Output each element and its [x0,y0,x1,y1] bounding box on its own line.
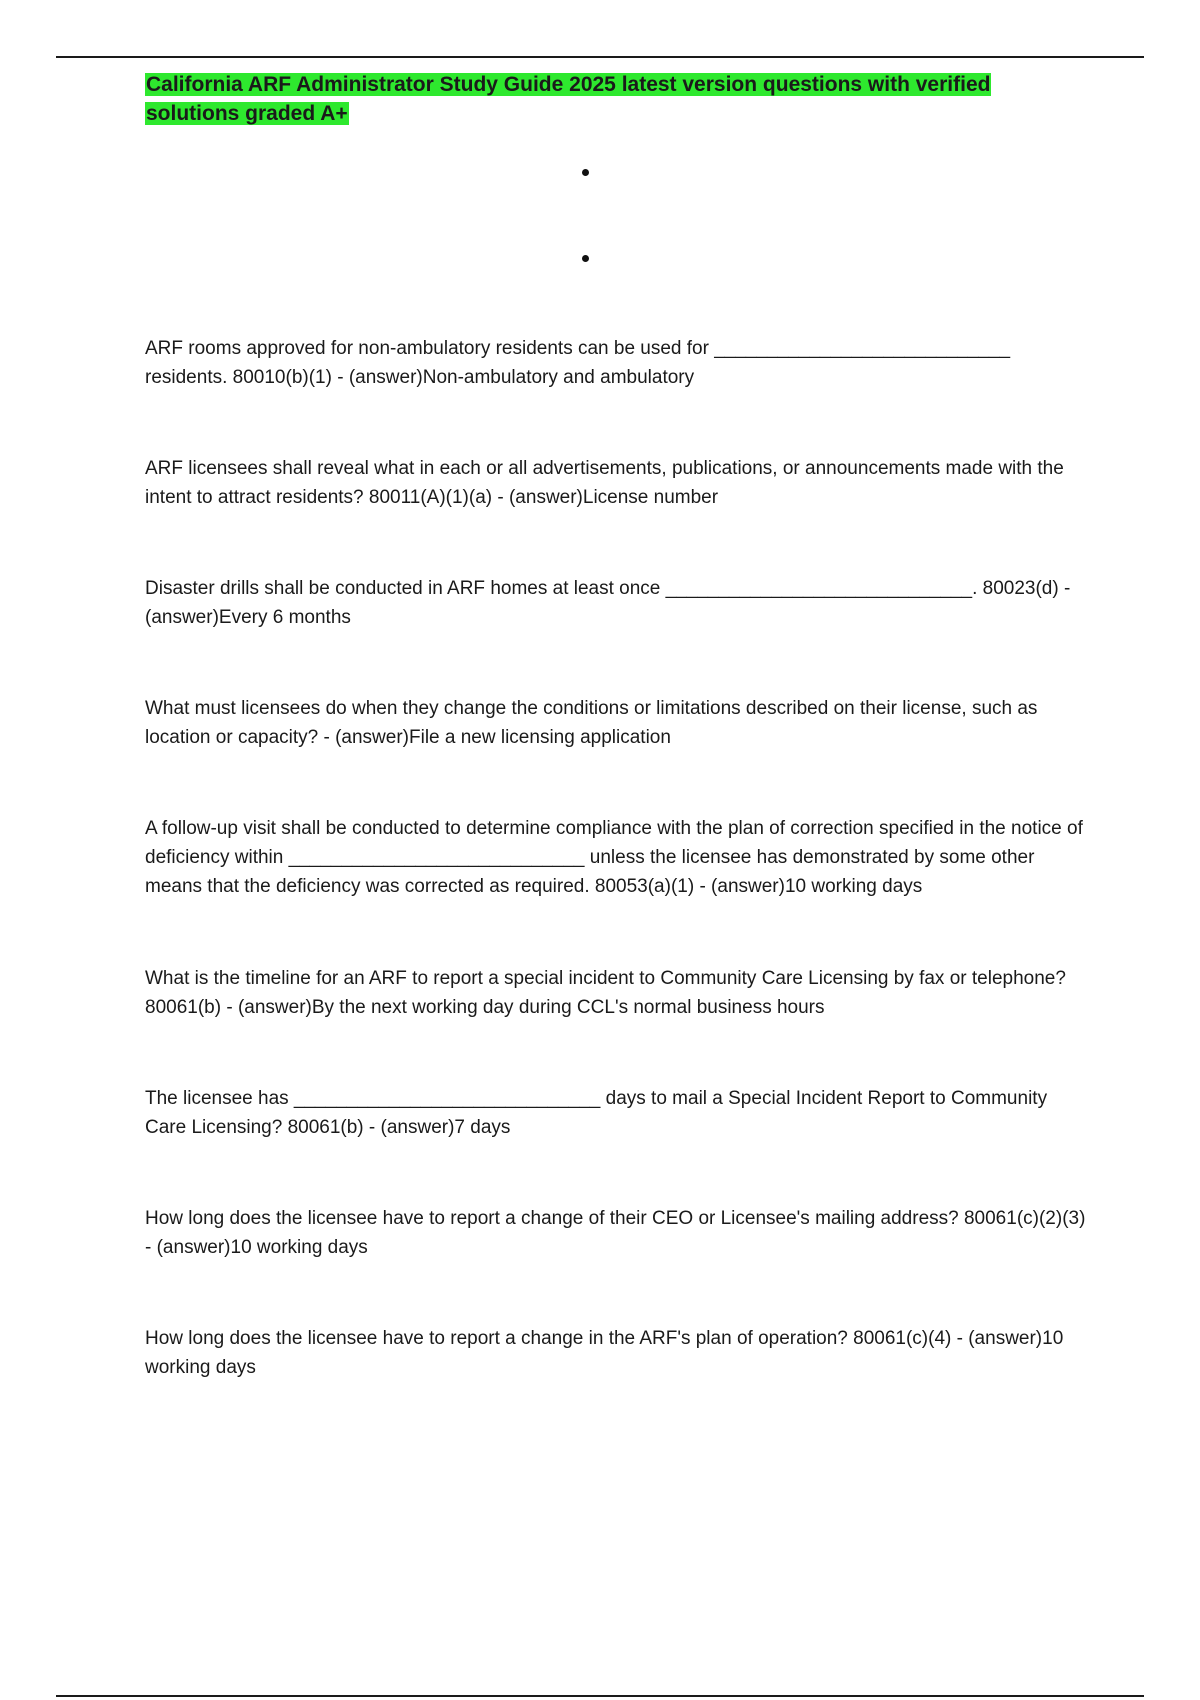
document-title [145,70,1085,128]
question-item: Disaster drills shall be conducted in ARF homes at least once _____________________________. 80023(d) - (answer)Every 6 months [145,578,1071,628]
question-item: ARF licensees shall reveal what in each or all advertisements, publications, or announcements made with the intent to attract residents? 80011(A)(1)(a) - (answer)License number [145,458,1064,508]
bullet-dot [581,254,591,264]
question-item: What is the timeline for an ARF to report a special incident to Community Care Licensing by fax or telephone? 80061(b) - (answer)By the next working day during CCL's normal business hours [145,968,1066,1018]
top-rule [56,56,1144,58]
question-item: A follow-up visit shall be conducted to determine compliance with the plan of correction specified in the notice of deficiency within ____________________________ unless the licensee has demonstrated by some other means that the deficiency was corrected as required. 80053(a)(1) - (answer)10 working days [145,818,1083,897]
question-item: How long does the licensee have to report a change in the ARF's plan of operation? 80061(c)(4) - (answer)10 working days [145,1328,1064,1378]
question-item: How long does the licensee have to report a change of their CEO or Licensee's mailing address? 80061(c)(2)(3) - (answer)10 working days [145,1208,1086,1258]
title-highlight: California ARF Administrator Study Guide 2025 latest version questions with verified solutions graded A+ [146,73,991,125]
question-item: ARF rooms approved for non-ambulatory residents can be used for ____________________________ residents. 80010(b)(1) - (answer)Non-ambulatory and ambulatory [145,338,1011,388]
question-item: What must licensees do when they change the conditions or limitations described on their license, such as location or capacity? - (answer)File a new licensing application [145,698,1038,748]
bullet-dot [581,168,591,178]
bottom-rule [56,1695,1144,1697]
question-item: The licensee has _____________________________ days to mail a Special Incident Report to Community Care Licensing? 80061(b) - (answer)7 days [145,1088,1048,1138]
document-body [145,70,1085,278]
bullet-list [145,128,1085,278]
